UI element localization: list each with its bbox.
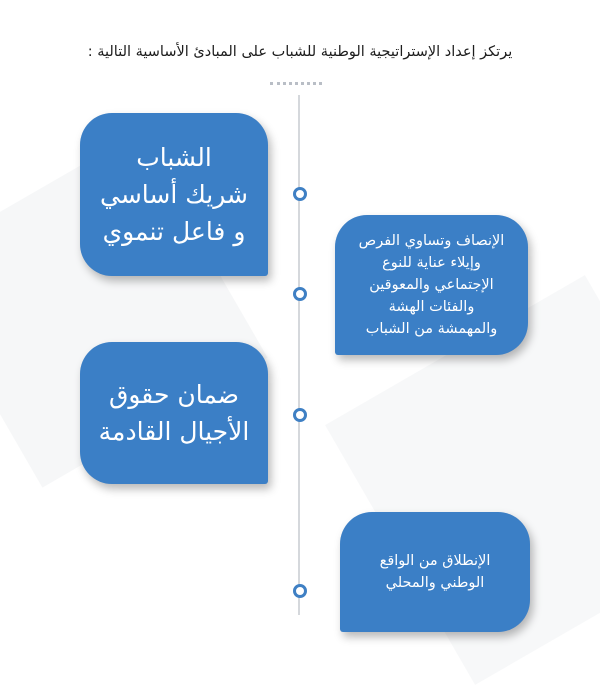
timeline-node <box>293 187 307 201</box>
principle-line: شريك أساسي <box>99 180 248 209</box>
principle-card-future-generations <box>80 342 268 484</box>
principle-line: الوطني والمحلي <box>385 575 485 591</box>
principle-line: الإنصاف وتساوي الفرص <box>358 233 505 249</box>
principle-line: الأجيال القادمة <box>98 417 250 446</box>
timeline-dotted-top <box>270 82 322 85</box>
principle-line: ضمان حقوق <box>108 380 240 409</box>
principle-card-equity <box>335 215 528 355</box>
principle-line: والفئات الهشة <box>388 299 475 315</box>
timeline-node <box>293 287 307 301</box>
timeline-line <box>298 95 300 615</box>
principle-line: الشباب <box>136 143 212 172</box>
principle-card-partner <box>80 113 268 276</box>
timeline-node <box>293 584 307 598</box>
principle-line: الإجتماعي والمعوقين <box>369 277 494 293</box>
timeline-node <box>293 408 307 422</box>
principle-line: وإيلاء عناية للنوع <box>382 255 481 271</box>
principle-line: والمهمشة من الشباب <box>365 321 498 337</box>
intro-heading: يرتكز إعداد الإستراتيجية الوطنية للشباب على المبادئ الأساسية التالية : <box>87 44 513 60</box>
principle-line: و فاعل تنموي <box>102 217 246 246</box>
principle-card-local-reality <box>340 512 530 632</box>
principle-line: الإنطلاق من الواقع <box>379 553 491 569</box>
